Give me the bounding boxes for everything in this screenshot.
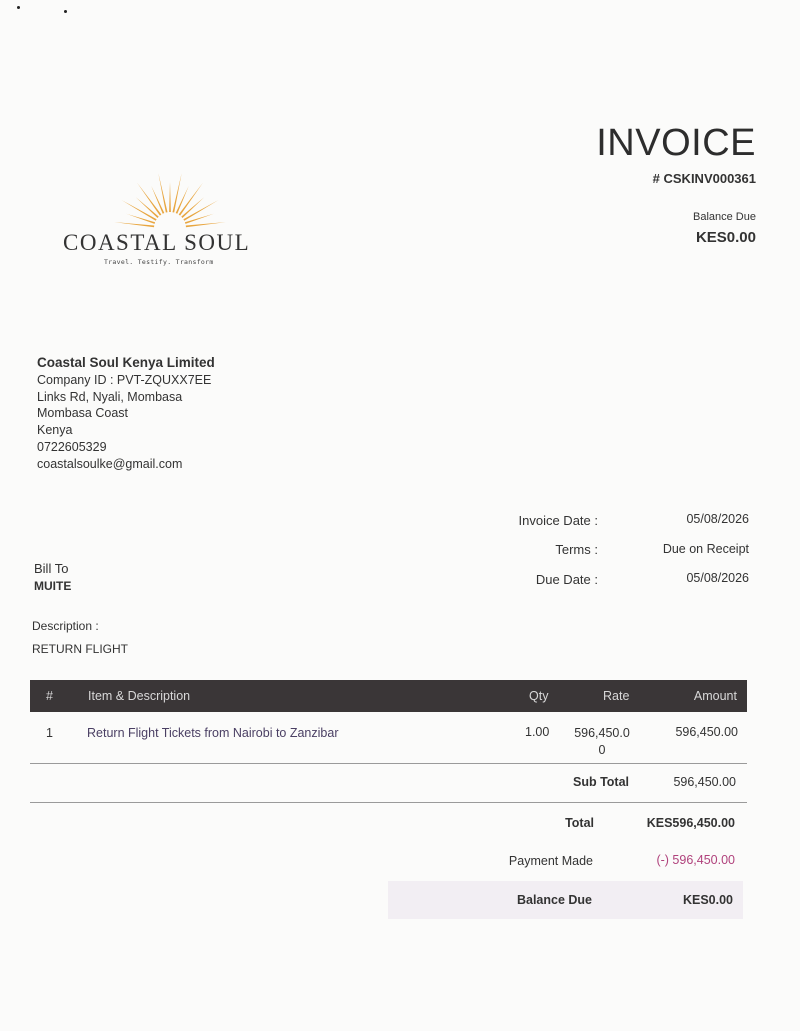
sun-ray [158,173,167,212]
company-street: Links Rd, Nyali, Mombasa [37,389,183,404]
sun-ray [169,182,171,212]
row-rate-line1: 596,450.0 [574,726,630,740]
col-num-header: # [46,689,53,703]
company-phone: 0722605329 [37,439,107,454]
row-num: 1 [46,726,53,740]
row-divider [30,763,747,764]
description-value: RETURN FLIGHT [32,642,128,656]
sun-ray [151,186,164,214]
description-label: Description : [32,619,99,633]
balance-due-value: KES0.00 [695,229,756,246]
row-item-description: Return Flight Tickets from Nairobi to Zanzibar [87,726,339,740]
bill-to-label: Bill To [34,561,69,576]
sun-ray [172,173,181,212]
total-label: Total [565,816,594,830]
payment-made-label: Payment Made [508,854,593,868]
row-rate [572,725,632,759]
logo-wordmark: COASTAL SOUL [63,230,251,255]
invoice-number: # CSKINV000361 [652,171,756,186]
balance-due-total-label: Balance Due [516,893,592,907]
sun-ray [126,214,155,224]
row-amount: 596,450.00 [675,725,738,739]
sun-ray [185,214,214,224]
sub-total-label: Sub Total [572,775,629,789]
total-value: KES596,450.00 [646,816,735,830]
invoice-date-label: Invoice Date : [518,513,598,528]
items-table-header [30,680,747,712]
invoice-title: INVOICE [596,122,756,164]
subtotal-divider [30,802,747,803]
col-rate-header: Rate [603,689,630,703]
company-city: Mombasa Coast [37,406,129,421]
logo-tagline: Travel. Testify. Transform [104,258,214,266]
sun-ray [176,186,189,214]
due-date-value: 05/08/2026 [686,571,749,585]
row-qty: 1.00 [525,725,550,739]
company-country: Kenya [37,423,73,438]
scan-speck [17,6,20,9]
company-name: Coastal Soul Kenya Limited [37,355,215,370]
balance-due-label: Balance Due [693,211,756,223]
scan-speck [64,10,67,13]
balance-due-total-value: KES0.00 [682,893,733,907]
terms-value: Due on Receipt [662,542,749,556]
company-id: Company ID : PVT-ZQUXX7EE [37,372,212,387]
invoice-date-value: 05/08/2026 [686,512,749,526]
sun-ray [186,222,226,227]
col-item-header: Item & Description [88,689,191,703]
col-qty-header: Qty [529,689,549,703]
terms-label: Terms : [555,542,598,557]
row-rate-line2: 0 [598,743,606,757]
sun-rays-logo-icon [110,168,230,230]
payment-made-value: (-) 596,450.00 [656,853,735,867]
sub-total-value: 596,450.00 [673,775,736,789]
due-date-label: Due Date : [535,572,598,587]
company-address-block [37,355,215,473]
sun-ray [114,222,154,227]
col-amount-header: Amount [693,689,737,703]
bill-to-name: MUITE [34,579,72,593]
company-email: coastalsoulke@gmail.com [37,456,183,471]
